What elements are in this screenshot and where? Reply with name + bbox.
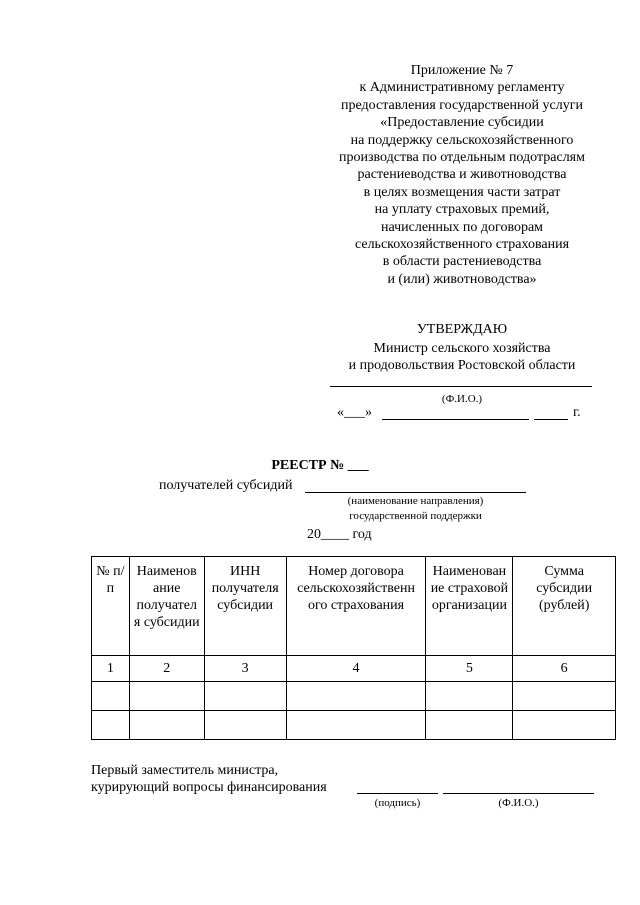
registry-year-line: 20____ год <box>307 527 372 542</box>
approval-position-line1: Министр сельского хозяйства <box>373 341 551 356</box>
appendix-line: «Предоставление субсидии <box>380 115 544 131</box>
table-row <box>92 656 616 682</box>
table-row <box>92 711 616 740</box>
footer-fio-caption: (Ф.И.О.) <box>498 797 539 809</box>
approval-date-day: «___» <box>337 405 372 420</box>
appendix-block <box>318 62 606 288</box>
footer-position-line2: курирующий вопросы финансирования <box>91 780 327 795</box>
approval-date-year-line <box>534 419 568 420</box>
table-cell <box>513 711 616 740</box>
footer-sign-caption: (подпись) <box>374 797 421 809</box>
footer-fio-line <box>443 793 594 794</box>
approval-position-line2: и продовольствия Ростовской области <box>348 358 576 373</box>
registry-direction-line <box>305 492 526 493</box>
column-number-cell: 1 <box>92 656 130 682</box>
header-cell-subsidy-amount: Сумма субсидии (рублей) <box>513 557 616 656</box>
registry-direction-caption-1: (наименование направления) <box>347 495 484 507</box>
table-cell <box>92 711 130 740</box>
approval-date-month-line <box>382 419 529 420</box>
table-cell <box>286 711 426 740</box>
appendix-line: в целях возмещения части затрат <box>363 184 561 200</box>
header-cell-recipient-name: Наименов ание получател я субсидии <box>129 557 204 656</box>
table-cell <box>204 682 286 711</box>
appendix-line: производства по отдельным подотраслям <box>339 150 585 166</box>
table-cell <box>204 711 286 740</box>
registry-table <box>91 556 616 740</box>
appendix-line: растениеводства и животноводства <box>357 167 567 183</box>
column-number-cell: 3 <box>204 656 286 682</box>
footer-position-line1: Первый заместитель министра, <box>91 763 279 778</box>
appendix-line: сельскохозяйственного страхования <box>354 237 570 253</box>
table-header-row <box>92 557 616 656</box>
table-cell <box>513 682 616 711</box>
approval-signature-line <box>330 386 592 387</box>
column-number-cell: 2 <box>129 656 204 682</box>
approval-heading: УТВЕРЖДАЮ <box>416 322 508 337</box>
column-number-cell: 6 <box>513 656 616 682</box>
table-cell <box>426 682 513 711</box>
header-cell-contract-number: Номер договора сельскохозяйственн ого страхования <box>286 557 426 656</box>
registry-title: РЕЕСТР № ___ <box>271 458 369 473</box>
registry-recipients-label: получателей субсидий <box>159 478 293 493</box>
header-cell-insurer-name: Наименован ие страховой организации <box>426 557 513 656</box>
appendix-line: предоставления государственной услуги <box>341 97 583 113</box>
header-cell-number: № п/п <box>92 557 130 656</box>
column-number-cell: 4 <box>286 656 426 682</box>
header-cell-inn: ИНН получателя субсидии <box>204 557 286 656</box>
approval-date-year-suffix: г. <box>573 405 581 420</box>
column-number-cell: 5 <box>426 656 513 682</box>
appendix-line: начисленных по договорам <box>380 219 544 235</box>
appendix-line: Приложение № 7 <box>410 63 514 78</box>
table-row <box>92 682 616 711</box>
appendix-line: и (или) животноводства» <box>387 271 537 287</box>
table-cell <box>286 682 426 711</box>
appendix-line: на поддержку сельскохозяйственного <box>350 132 574 148</box>
registry-direction-caption-2: государственной поддержки <box>349 510 482 522</box>
footer-signature-line <box>357 793 438 794</box>
table-cell <box>426 711 513 740</box>
table-cell <box>129 711 204 740</box>
table-cell <box>129 682 204 711</box>
approval-fio-caption: (Ф.И.О.) <box>441 393 483 405</box>
appendix-line: на уплату страховых премий, <box>374 202 550 218</box>
table-cell <box>92 682 130 711</box>
appendix-line: в области растениеводства <box>382 254 542 270</box>
appendix-line: к Административному регламенту <box>359 80 565 96</box>
